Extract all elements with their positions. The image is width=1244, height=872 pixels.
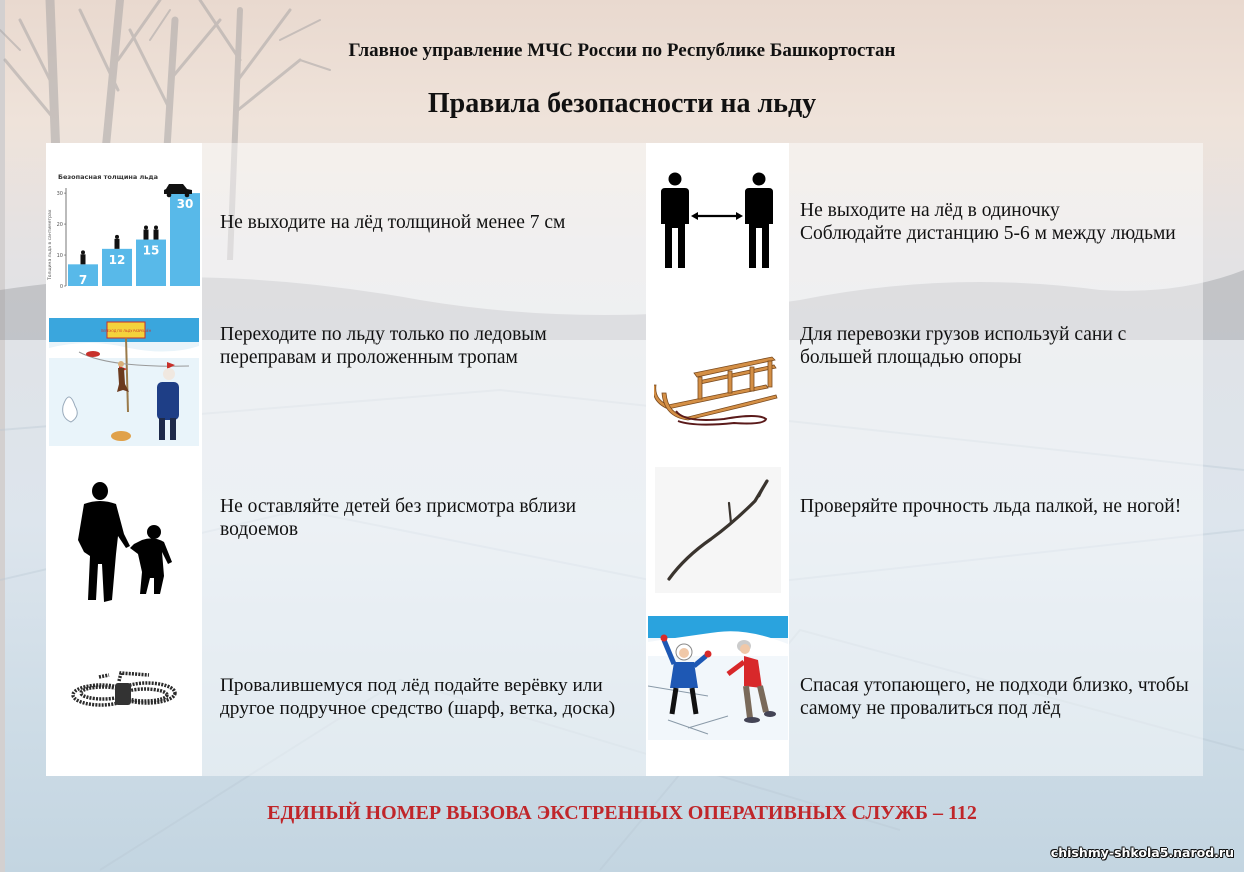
rule-text: Не выходите на лёд толщиной менее 7 см: [220, 211, 566, 233]
ice-thickness-chart-icon: [46, 170, 202, 290]
rule-text: Для перевозки грузов используй сани с большей площадью опоры: [800, 324, 1127, 368]
rule-image-ice-thickness: [46, 143, 202, 301]
rule-text: Проверяйте прочность льда палкой, не ногой!: [800, 496, 1182, 517]
ice-crossing-icon: [49, 318, 199, 446]
chart-bar-label: 30: [176, 197, 194, 212]
rule-text: Спасая утопающего, не подходи близко, чтобы самому не провалиться под лёд: [800, 674, 1189, 719]
rule-image-distance: [646, 143, 789, 301]
chart-title: Безопасная толщина льда: [58, 173, 159, 181]
rope-icon: [69, 671, 179, 717]
person-icon: [115, 235, 120, 249]
person-icon: [81, 250, 86, 264]
rules-panel: [46, 143, 1203, 776]
rule-item: [789, 301, 1203, 459]
chart-tick-label: 0: [59, 283, 63, 290]
rule-item: [789, 143, 1203, 301]
rule-text: Не оставляйте детей без присмотра вблизи водоемов: [220, 496, 577, 540]
rule-text: Провалившемуся под лёд подайте верёвку или другое подручное средство (шарф, ветка, доска): [220, 674, 616, 719]
rule-text: Не выходите на лёд в одиночку Соблюдайте дистанцию 5-6 м между людьми: [800, 200, 1176, 244]
page-title: Правила безопасности на льду: [427, 88, 817, 119]
stick-icon: [655, 467, 781, 593]
rule-item: [202, 143, 646, 301]
rule-item: [789, 459, 1203, 617]
chart-bar-label: 12: [108, 252, 126, 267]
person-icon: [144, 226, 149, 240]
rule-image-rescue: [646, 617, 789, 776]
organization-heading: Главное управление МЧС России по Республике Башкортостан: [348, 40, 896, 61]
crossing-sign-text: ПЕРЕХОД ПО ЛЬДУ РАЗРЕШЁН: [100, 329, 152, 333]
rule-image-sled: [646, 301, 789, 459]
chart-tick-label: 10: [56, 252, 63, 259]
distance-people-icon: [659, 172, 777, 272]
rule-image-stick: [646, 459, 789, 617]
site-watermark: chishmy-shkola5.narod.ru: [1050, 845, 1234, 860]
sled-icon: [654, 353, 782, 427]
rescue-scene-icon: [648, 616, 788, 740]
chart-bar-label: 15: [142, 243, 160, 258]
emergency-number-banner: ЕДИНЫЙ НОМЕР ВЫЗОВА ЭКСТРЕННЫХ ОПЕРАТИВНЫХ СЛУЖБ – 112: [267, 802, 977, 824]
rule-text: Переходите по льду только по ледовым переправам и проложенным тропам: [220, 324, 547, 368]
person-icon: [154, 226, 159, 240]
rule-item: [202, 459, 646, 617]
rule-image-crossing: [46, 301, 202, 459]
rule-image-rope: [46, 617, 202, 776]
chart-tick-label: 20: [56, 221, 63, 228]
chart-y-label: Толщина льда в сантиметрах: [48, 209, 53, 280]
rule-item: [202, 617, 646, 776]
rule-item: [789, 617, 1203, 776]
rule-image-parent-child: [46, 459, 202, 617]
parent-child-icon: [72, 482, 176, 606]
chart-bar-label: 7: [78, 273, 88, 287]
chart-tick-label: 30: [56, 190, 63, 197]
rule-item: [202, 301, 646, 459]
page-edge: [0, 0, 5, 872]
